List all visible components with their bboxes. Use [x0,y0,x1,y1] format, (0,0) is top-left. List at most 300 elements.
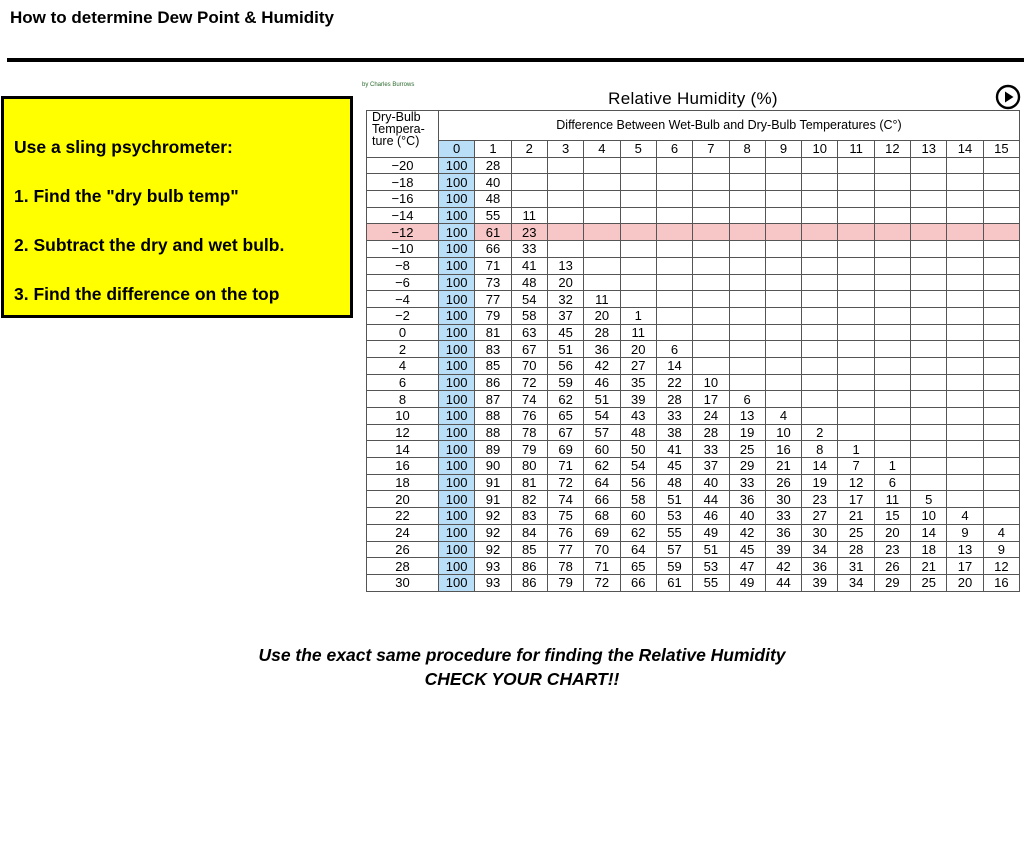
humidity-cell [838,424,874,441]
humidity-cell [983,508,1019,525]
dry-bulb-temp-cell: 16 [367,458,439,475]
humidity-cell: 2 [802,424,838,441]
humidity-cell: 28 [475,157,511,174]
humidity-cell [874,307,910,324]
humidity-cell: 50 [620,441,656,458]
humidity-cell: 10 [693,374,729,391]
row-header-line: Tempera- [372,122,425,136]
difference-header-cell: 3 [547,141,583,158]
humidity-cell: 58 [620,491,656,508]
humidity-cell: 77 [475,291,511,308]
difference-header-cell: 1 [475,141,511,158]
humidity-cell: 47 [729,558,765,575]
humidity-cell: 45 [656,458,692,475]
dry-bulb-temp-cell: 20 [367,491,439,508]
humidity-cell: 85 [511,541,547,558]
humidity-cell: 63 [511,324,547,341]
humidity-cell [729,157,765,174]
humidity-cell [911,408,947,425]
humidity-cell [874,157,910,174]
humidity-cell: 12 [838,474,874,491]
humidity-cell: 46 [693,508,729,525]
dry-bulb-temp-cell: −4 [367,291,439,308]
humidity-cell: 25 [911,574,947,591]
humidity-cell: 41 [656,441,692,458]
humidity-cell: 37 [693,458,729,475]
humidity-cell: 57 [584,424,620,441]
humidity-cell [911,458,947,475]
humidity-cell: 56 [547,357,583,374]
humidity-cell [584,241,620,258]
humidity-cell [947,424,983,441]
dry-bulb-temp-cell: 2 [367,341,439,358]
humidity-cell [802,257,838,274]
humidity-cell [947,207,983,224]
humidity-cell [911,224,947,241]
humidity-cell: 60 [620,508,656,525]
humidity-cell [729,274,765,291]
humidity-cell [911,391,947,408]
humidity-cell: 83 [475,341,511,358]
instruction-heading: Use a sling psychrometer: [14,137,233,157]
difference-header-cell: 6 [656,141,692,158]
difference-header-cell: 15 [983,141,1019,158]
humidity-cell: 67 [547,424,583,441]
humidity-cell [765,391,801,408]
humidity-cell: 13 [947,541,983,558]
humidity-cell: 82 [511,491,547,508]
humidity-cell: 46 [584,374,620,391]
humidity-cell: 56 [620,474,656,491]
table-row [367,574,1020,591]
play-circle-icon[interactable] [995,84,1021,110]
humidity-cell: 20 [947,574,983,591]
humidity-cell: 36 [765,524,801,541]
humidity-cell [838,408,874,425]
humidity-cell: 1 [620,307,656,324]
difference-header-cell: 0 [439,141,475,158]
humidity-cell: 79 [547,574,583,591]
humidity-cell: 51 [547,341,583,358]
page-title: How to determine Dew Point & Humidity [10,8,334,27]
humidity-cell [947,191,983,208]
humidity-cell [947,474,983,491]
humidity-cell [838,274,874,291]
humidity-cell: 43 [620,408,656,425]
humidity-cell: 100 [439,391,475,408]
difference-header-cell: 14 [947,141,983,158]
humidity-cell: 77 [547,541,583,558]
humidity-cell [584,274,620,291]
humidity-cell: 74 [511,391,547,408]
humidity-cell [947,408,983,425]
dry-bulb-temp-cell: 24 [367,524,439,541]
humidity-cell: 79 [475,307,511,324]
humidity-cell: 72 [584,574,620,591]
humidity-cell [874,257,910,274]
humidity-cell: 100 [439,541,475,558]
humidity-cell: 53 [693,558,729,575]
humidity-cell: 72 [547,474,583,491]
humidity-cell [584,191,620,208]
column-header-label: Difference Between Wet-Bulb and Dry-Bulb Temperatures (C°) [439,111,1020,141]
humidity-cell [983,157,1019,174]
humidity-cell [802,374,838,391]
humidity-cell: 62 [547,391,583,408]
humidity-cell: 55 [656,524,692,541]
humidity-cell [765,207,801,224]
instruction-step-1: 1. Find the "dry bulb temp" [14,186,239,206]
humidity-cell: 51 [656,491,692,508]
humidity-cell: 5 [911,491,947,508]
humidity-cell: 60 [584,441,620,458]
humidity-cell [874,408,910,425]
humidity-cell [838,341,874,358]
humidity-cell: 18 [911,541,947,558]
humidity-cell [729,324,765,341]
humidity-cell [693,341,729,358]
humidity-cell: 76 [511,408,547,425]
humidity-cell: 49 [729,574,765,591]
humidity-cell [656,274,692,291]
humidity-cell [983,174,1019,191]
table-row [367,224,1020,241]
humidity-cell: 11 [584,291,620,308]
humidity-cell [729,307,765,324]
table-row [367,541,1020,558]
humidity-cell [911,341,947,358]
humidity-cell [838,191,874,208]
humidity-cell: 100 [439,524,475,541]
humidity-cell: 69 [547,441,583,458]
humidity-cell: 38 [656,424,692,441]
humidity-cell: 11 [511,207,547,224]
humidity-cell: 61 [475,224,511,241]
table-row [367,357,1020,374]
humidity-cell [874,274,910,291]
humidity-cell: 49 [693,524,729,541]
humidity-cell [911,174,947,191]
humidity-cell: 100 [439,558,475,575]
humidity-cell: 92 [475,524,511,541]
humidity-cell: 6 [656,341,692,358]
difference-header-cell: 5 [620,141,656,158]
humidity-cell: 100 [439,257,475,274]
humidity-cell [911,374,947,391]
humidity-cell [765,291,801,308]
humidity-cell [911,257,947,274]
difference-header-cell: 11 [838,141,874,158]
humidity-cell [620,157,656,174]
humidity-cell [584,257,620,274]
humidity-cell: 23 [802,491,838,508]
humidity-cell: 91 [475,491,511,508]
humidity-cell: 21 [911,558,947,575]
humidity-cell [983,324,1019,341]
humidity-cell: 31 [838,558,874,575]
humidity-cell: 11 [874,491,910,508]
humidity-cell [765,157,801,174]
humidity-cell: 19 [802,474,838,491]
table-row [367,241,1020,258]
table-row [367,508,1020,525]
humidity-cell [547,157,583,174]
humidity-cell [947,324,983,341]
humidity-cell: 22 [656,374,692,391]
humidity-cell: 54 [511,291,547,308]
humidity-cell [656,324,692,341]
humidity-cell [874,357,910,374]
humidity-cell [838,224,874,241]
humidity-cell [693,191,729,208]
humidity-cell: 9 [947,524,983,541]
humidity-cell: 14 [656,357,692,374]
humidity-cell [838,207,874,224]
dry-bulb-temp-cell: −6 [367,274,439,291]
humidity-cell [911,291,947,308]
humidity-cell: 4 [947,508,983,525]
humidity-cell [911,324,947,341]
humidity-cell [947,241,983,258]
humidity-cell [874,441,910,458]
humidity-cell: 42 [584,357,620,374]
humidity-cell [802,357,838,374]
humidity-cell [656,291,692,308]
humidity-cell: 100 [439,441,475,458]
humidity-cell: 41 [511,257,547,274]
humidity-cell [802,324,838,341]
humidity-cell [765,174,801,191]
humidity-cell: 14 [911,524,947,541]
humidity-cell: 92 [475,508,511,525]
humidity-cell: 13 [729,408,765,425]
humidity-cell: 70 [584,541,620,558]
humidity-cell: 26 [874,558,910,575]
humidity-cell: 64 [620,541,656,558]
dry-bulb-temp-cell: 26 [367,541,439,558]
humidity-cell [693,241,729,258]
humidity-cell [729,341,765,358]
humidity-cell: 16 [983,574,1019,591]
humidity-cell [874,174,910,191]
humidity-cell [983,257,1019,274]
humidity-cell [947,307,983,324]
humidity-cell: 33 [693,441,729,458]
humidity-cell [983,274,1019,291]
table-row [367,458,1020,475]
humidity-cell: 25 [729,441,765,458]
chart-title: Relative Humidity (%) [608,89,778,108]
humidity-cell: 90 [475,458,511,475]
humidity-cell [947,341,983,358]
humidity-cell [656,224,692,241]
humidity-cell: 39 [765,541,801,558]
humidity-cell: 86 [511,558,547,575]
humidity-cell: 75 [547,508,583,525]
humidity-cell [983,408,1019,425]
humidity-cell [693,291,729,308]
humidity-cell: 20 [547,274,583,291]
humidity-cell [693,157,729,174]
humidity-cell [838,357,874,374]
humidity-cell: 23 [511,224,547,241]
dry-bulb-temp-cell: 30 [367,574,439,591]
dry-bulb-temp-cell: −10 [367,241,439,258]
humidity-cell [802,391,838,408]
row-header-label [367,111,439,158]
humidity-cell [729,241,765,258]
humidity-cell: 6 [729,391,765,408]
table-row [367,391,1020,408]
humidity-cell [947,458,983,475]
humidity-cell [802,274,838,291]
humidity-cell [874,324,910,341]
humidity-cell [983,491,1019,508]
humidity-cell: 54 [620,458,656,475]
row-header-line: ture (°C) [372,134,420,148]
humidity-cell [765,257,801,274]
humidity-cell: 14 [802,458,838,475]
humidity-cell [838,324,874,341]
humidity-cell: 100 [439,491,475,508]
humidity-cell [838,157,874,174]
humidity-cell [802,408,838,425]
humidity-cell [911,241,947,258]
table-row [367,424,1020,441]
humidity-cell: 26 [765,474,801,491]
humidity-cell: 57 [656,541,692,558]
humidity-cell [947,374,983,391]
humidity-cell: 62 [620,524,656,541]
humidity-cell: 100 [439,291,475,308]
humidity-cell [947,357,983,374]
humidity-cell [983,357,1019,374]
humidity-cell: 51 [693,541,729,558]
humidity-cell: 48 [620,424,656,441]
table-row [367,157,1020,174]
humidity-cell [729,374,765,391]
humidity-cell [874,241,910,258]
humidity-cell [620,174,656,191]
humidity-cell [656,157,692,174]
humidity-cell: 33 [656,408,692,425]
humidity-cell: 28 [838,541,874,558]
humidity-cell [983,441,1019,458]
humidity-cell: 27 [802,508,838,525]
humidity-cell: 62 [584,458,620,475]
humidity-cell: 1 [874,458,910,475]
humidity-cell [983,224,1019,241]
humidity-cell: 86 [511,574,547,591]
footer-line-1: Use the exact same procedure for finding the Relative Humidity [258,645,786,665]
dry-bulb-temp-cell: 4 [367,357,439,374]
humidity-cell [947,257,983,274]
humidity-cell: 92 [475,541,511,558]
dry-bulb-temp-cell: −16 [367,191,439,208]
humidity-cell [802,341,838,358]
humidity-cell: 69 [584,524,620,541]
humidity-cell: 28 [584,324,620,341]
humidity-cell: 81 [475,324,511,341]
humidity-cell: 89 [475,441,511,458]
humidity-cell: 34 [802,541,838,558]
humidity-cell [947,174,983,191]
humidity-cell: 35 [620,374,656,391]
humidity-cell: 100 [439,374,475,391]
humidity-cell: 30 [802,524,838,541]
humidity-cell [765,341,801,358]
humidity-cell [983,207,1019,224]
humidity-cell: 6 [874,474,910,491]
humidity-cell: 65 [620,558,656,575]
humidity-cell: 36 [729,491,765,508]
humidity-cell: 32 [547,291,583,308]
humidity-cell [802,307,838,324]
humidity-cell [838,307,874,324]
humidity-cell: 28 [693,424,729,441]
humidity-cell [693,307,729,324]
footer-line-2: CHECK YOUR CHART!! [424,669,620,689]
table-row [367,191,1020,208]
humidity-cell: 88 [475,408,511,425]
humidity-cell [983,474,1019,491]
humidity-cell: 4 [765,408,801,425]
humidity-cell: 100 [439,474,475,491]
title-divider [7,58,1024,62]
humidity-cell [874,341,910,358]
row-header-line: Dry-Bulb [372,110,421,124]
dry-bulb-temp-cell: 12 [367,424,439,441]
dry-bulb-temp-cell: 6 [367,374,439,391]
humidity-cell [729,224,765,241]
humidity-cell: 12 [983,558,1019,575]
humidity-cell: 36 [584,341,620,358]
instruction-step-3: 3. Find the difference on the top [14,284,280,304]
humidity-cell [729,207,765,224]
humidity-cell: 100 [439,357,475,374]
humidity-cell [765,274,801,291]
humidity-cell: 68 [584,508,620,525]
humidity-cell: 100 [439,307,475,324]
table-row [367,341,1020,358]
humidity-cell: 70 [511,357,547,374]
humidity-cell: 40 [475,174,511,191]
table-row [367,524,1020,541]
humidity-cell: 16 [765,441,801,458]
humidity-cell [620,257,656,274]
humidity-cell [838,241,874,258]
humidity-cell [765,307,801,324]
humidity-cell: 59 [547,374,583,391]
humidity-cell: 17 [693,391,729,408]
humidity-cell [838,291,874,308]
humidity-cell: 51 [584,391,620,408]
humidity-cell [874,424,910,441]
table-row [367,291,1020,308]
humidity-cell [874,391,910,408]
humidity-cell: 45 [547,324,583,341]
humidity-cell: 11 [620,324,656,341]
dry-bulb-temp-cell: 14 [367,441,439,458]
humidity-cell: 42 [765,558,801,575]
humidity-cell: 33 [729,474,765,491]
humidity-cell [693,257,729,274]
chart-credit: by Charles Burrows [362,82,415,88]
humidity-cell [620,207,656,224]
humidity-cell [911,274,947,291]
humidity-cell [693,224,729,241]
humidity-cell: 91 [475,474,511,491]
